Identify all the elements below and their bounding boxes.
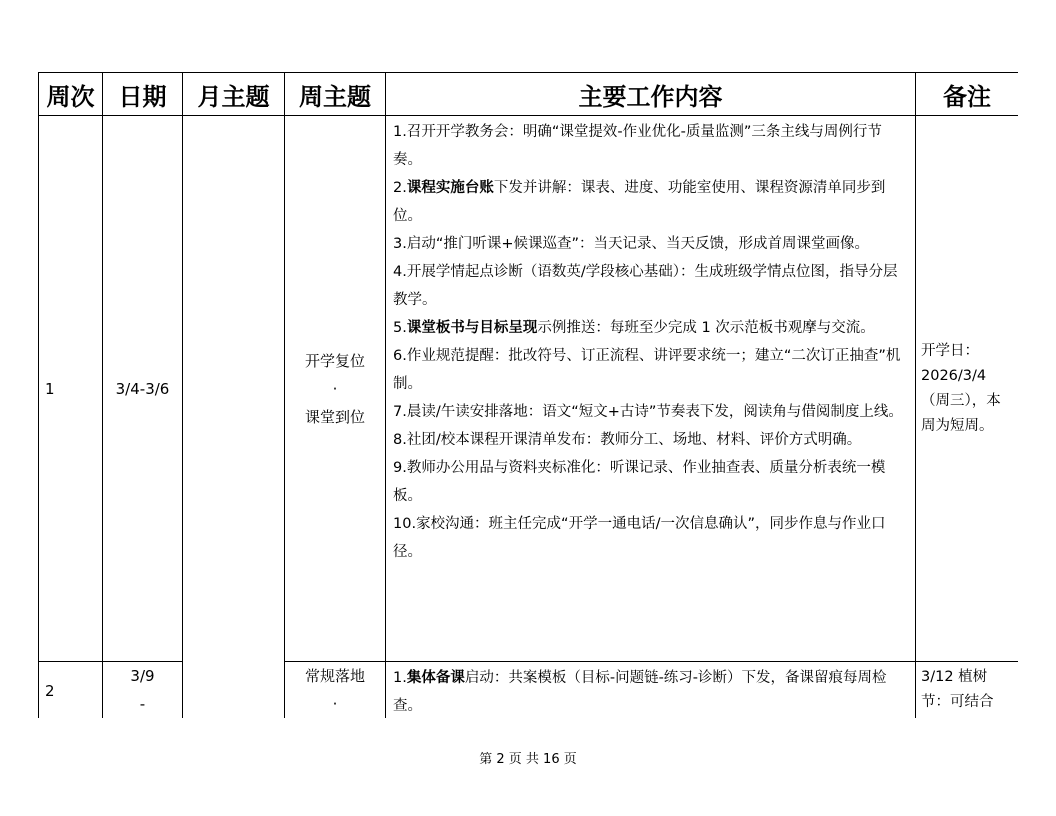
date-line: - <box>139 695 146 713</box>
header-row <box>39 73 1019 116</box>
list-item: 2.课程实施台账下发并讲解：课表、进度、功能室使用、课程资源清单同步到位。 <box>393 180 886 224</box>
remark: 开学日：2026/3/4（周三），本周为短周。 <box>916 116 1019 662</box>
list-item: 8.社团/校本课程开课清单发布：教师分工、场地、材料、评价方式明确。 <box>393 432 862 448</box>
schedule-table <box>38 72 1018 718</box>
header-main-content: 主要工作内容 <box>386 73 916 116</box>
date-range <box>103 662 183 719</box>
header-week-theme: 周主题 <box>285 73 386 116</box>
week-theme <box>285 662 386 719</box>
header-week: 周次 <box>39 73 103 116</box>
work-content <box>386 116 916 662</box>
page-footer: 第 2 页 共 16 页 <box>479 752 577 767</box>
header-remarks: 备注 <box>916 73 1019 116</box>
week-theme-separator: · <box>332 379 338 398</box>
week-theme <box>285 116 386 662</box>
month-theme-cell <box>183 116 285 719</box>
remark: 3/12 植树节：可结合 <box>916 662 1019 719</box>
list-item: 9.教师办公用品与资料夹标准化：听课记录、作业抽查表、质量分析表统一模板。 <box>393 460 886 504</box>
header-date: 日期 <box>103 73 183 116</box>
schedule-table-area <box>38 72 1018 718</box>
list-item: 5.课堂板书与目标呈现示例推送：每班至少完成 1 次示范板书观摩与交流。 <box>393 320 875 336</box>
list-item: 6.作业规范提醒：批改符号、订正流程、讲评要求统一；建立“二次订正抽查”机制。 <box>393 348 901 392</box>
header-month-theme: 月主题 <box>183 73 285 116</box>
list-item: 4.开展学情起点诊断（语数英/学段核心基础）：生成班级学情点位图，指导分层教学。 <box>393 264 898 308</box>
work-content <box>386 662 916 719</box>
list-item: 10.家校沟通：班主任完成“开学一通电话/一次信息确认”，同步作息与作业口径。 <box>393 516 886 560</box>
date-range: 3/4-3/6 <box>103 116 183 662</box>
list-item: 1.召开开学教务会：明确“课堂提效-作业优化-质量监测”三条主线与周例行节奏。 <box>393 124 882 168</box>
table-row <box>39 116 1019 662</box>
week-theme-line: 开学复位 <box>304 351 365 370</box>
week-theme-line: 常规落地 <box>304 667 365 685</box>
date-line: 3/9 <box>130 667 155 685</box>
week-number: 1 <box>39 116 103 662</box>
list-item: 7.晨读/午读安排落地：语文“短文+古诗”节奏表下发，阅读角与借阅制度上线。 <box>393 404 903 420</box>
list-item: 3.启动“推门听课+候课巡查”：当天记录、当天反馈，形成首周课堂画像。 <box>393 236 870 252</box>
week-theme-separator: · <box>332 695 338 713</box>
list-item: 1.集体备课启动：共案模板（目标-问题链-练习-诊断）下发，备课留痕每周检查。 <box>393 670 887 714</box>
week-theme-line: 课堂到位 <box>304 407 365 426</box>
week-number: 2 <box>39 662 103 719</box>
